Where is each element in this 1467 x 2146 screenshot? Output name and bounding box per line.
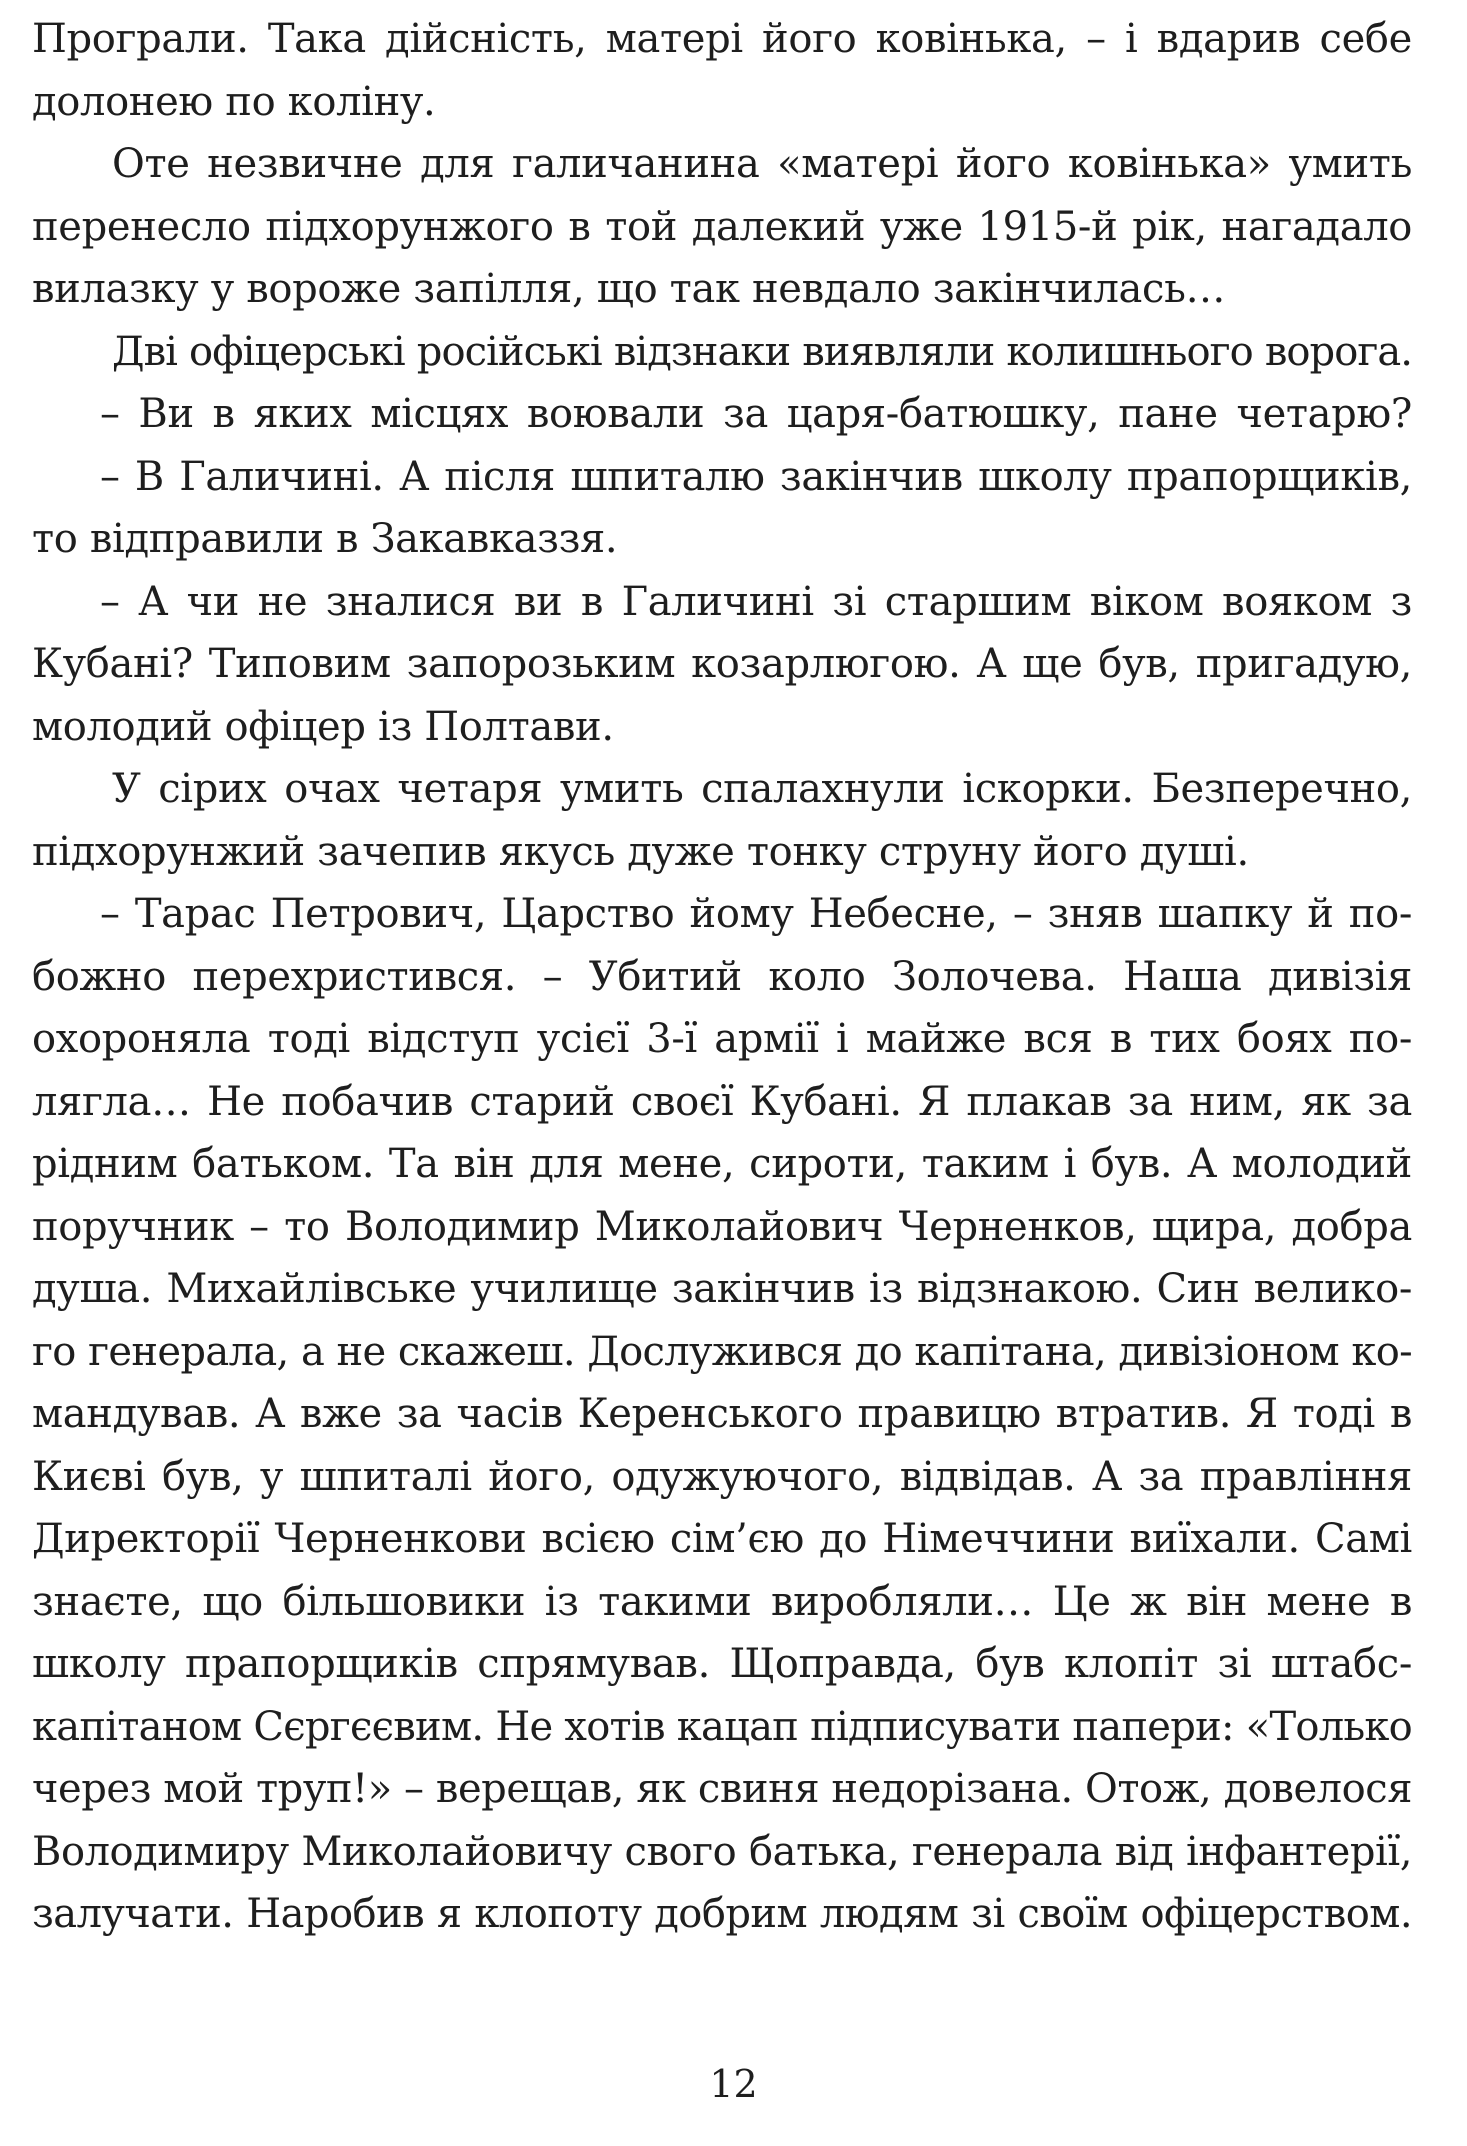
text-line: долонею по коліну. xyxy=(32,78,436,125)
text-line: перенесло підхорунжого в той далекий уже 1915-й рік, нагадало xyxy=(32,203,1412,250)
text-line: школу прапорщиків спрямував. Щоправда, був клопіт зі штабс- xyxy=(32,1641,1412,1687)
text-line: залучати. Наробив я клопоту добрим людям зі своїм офіцерством. xyxy=(32,1891,1412,1937)
text-line: душа. Михайлівське училище закінчив із відзнакою. Син велико- xyxy=(32,1266,1412,1312)
text-line: го генерала, а не скажеш. Дослужився до капітана, дивізіоном ко- xyxy=(32,1328,1412,1375)
text-line: У сірих очах четаря умить спалахнули іскорки. Безперечно, xyxy=(112,766,1412,812)
text-line: – В Галичині. А після шпиталю закінчив школу прапорщиків, xyxy=(100,453,1412,500)
text-line: лягла… Не побачив старий своєї Кубані. Я плакав за ним, як за xyxy=(32,1078,1412,1125)
page-number: 12 xyxy=(709,2062,758,2106)
text-line: Дві офіцерські російські відзнаки виявляли колишнього ворога. xyxy=(112,328,1412,375)
text-line: Кубані? Типовим запорозьким козарлюгою. А ще був, пригадую, xyxy=(32,641,1412,687)
text-line: молодий офіцер із Полтави. xyxy=(32,703,614,750)
text-line: Володимиру Миколайовичу свого батька, генерала від інфантерії, xyxy=(32,1828,1412,1875)
text-line: капітаном Сєргєєвим. Не хотів кацап підписувати папери: «Только xyxy=(32,1703,1412,1750)
text-line: поручник – то Володимир Миколайович Черненков, щира, добра xyxy=(32,1203,1412,1250)
text-line: Оте незвичне для галичанина «матері його ковінька» умить xyxy=(112,141,1412,187)
body-text xyxy=(32,8,1412,1946)
text-line: то відправили в Закавказзя. xyxy=(32,516,618,562)
text-line: вилазку у вороже запілля, що так невдало закінчилась… xyxy=(32,266,1226,312)
text-line: – Тарас Петрович, Царство йому Небесне, – зняв шапку й по- xyxy=(100,891,1412,937)
text-line: знаєте, що більшовики із такими виробляли… Це ж він мене в xyxy=(32,1578,1412,1625)
text-line: мандував. А вже за часів Керенського правицю втратив. Я тоді в xyxy=(32,1391,1412,1437)
text-line: підхорунжий зачепив якусь дуже тонку струну його душі. xyxy=(32,828,1249,875)
text-line: Києві був, у шпиталі його, одужуючого, відвідав. А за правління xyxy=(32,1453,1412,1500)
text-line: рідним батьком. Та він для мене, сироти, таким і був. А молодий xyxy=(32,1141,1412,1187)
text-line: – Ви в яких місцях воювали за царя-батюшку, пане четарю? xyxy=(100,391,1412,437)
text-line: Програли. Така дійсність, матері його ковінька, – і вдарив себе xyxy=(32,16,1412,62)
text-line: охороняла тоді відступ усієї 3-ї армії і майже вся в тих боях по- xyxy=(32,1016,1412,1062)
text-line: Директорії Черненкови всією сім’єю до Німеччини виїхали. Самі xyxy=(32,1516,1412,1562)
text-line: – А чи не зналися ви в Галичині зі старшим віком вояком з xyxy=(100,578,1412,625)
text-line: божно перехристився. – Убитий коло Золочева. Наша дивізія xyxy=(32,953,1412,1000)
text-line: через мой труп!» – верещав, як свиня недорізана. Отож, довелося xyxy=(32,1766,1412,1812)
